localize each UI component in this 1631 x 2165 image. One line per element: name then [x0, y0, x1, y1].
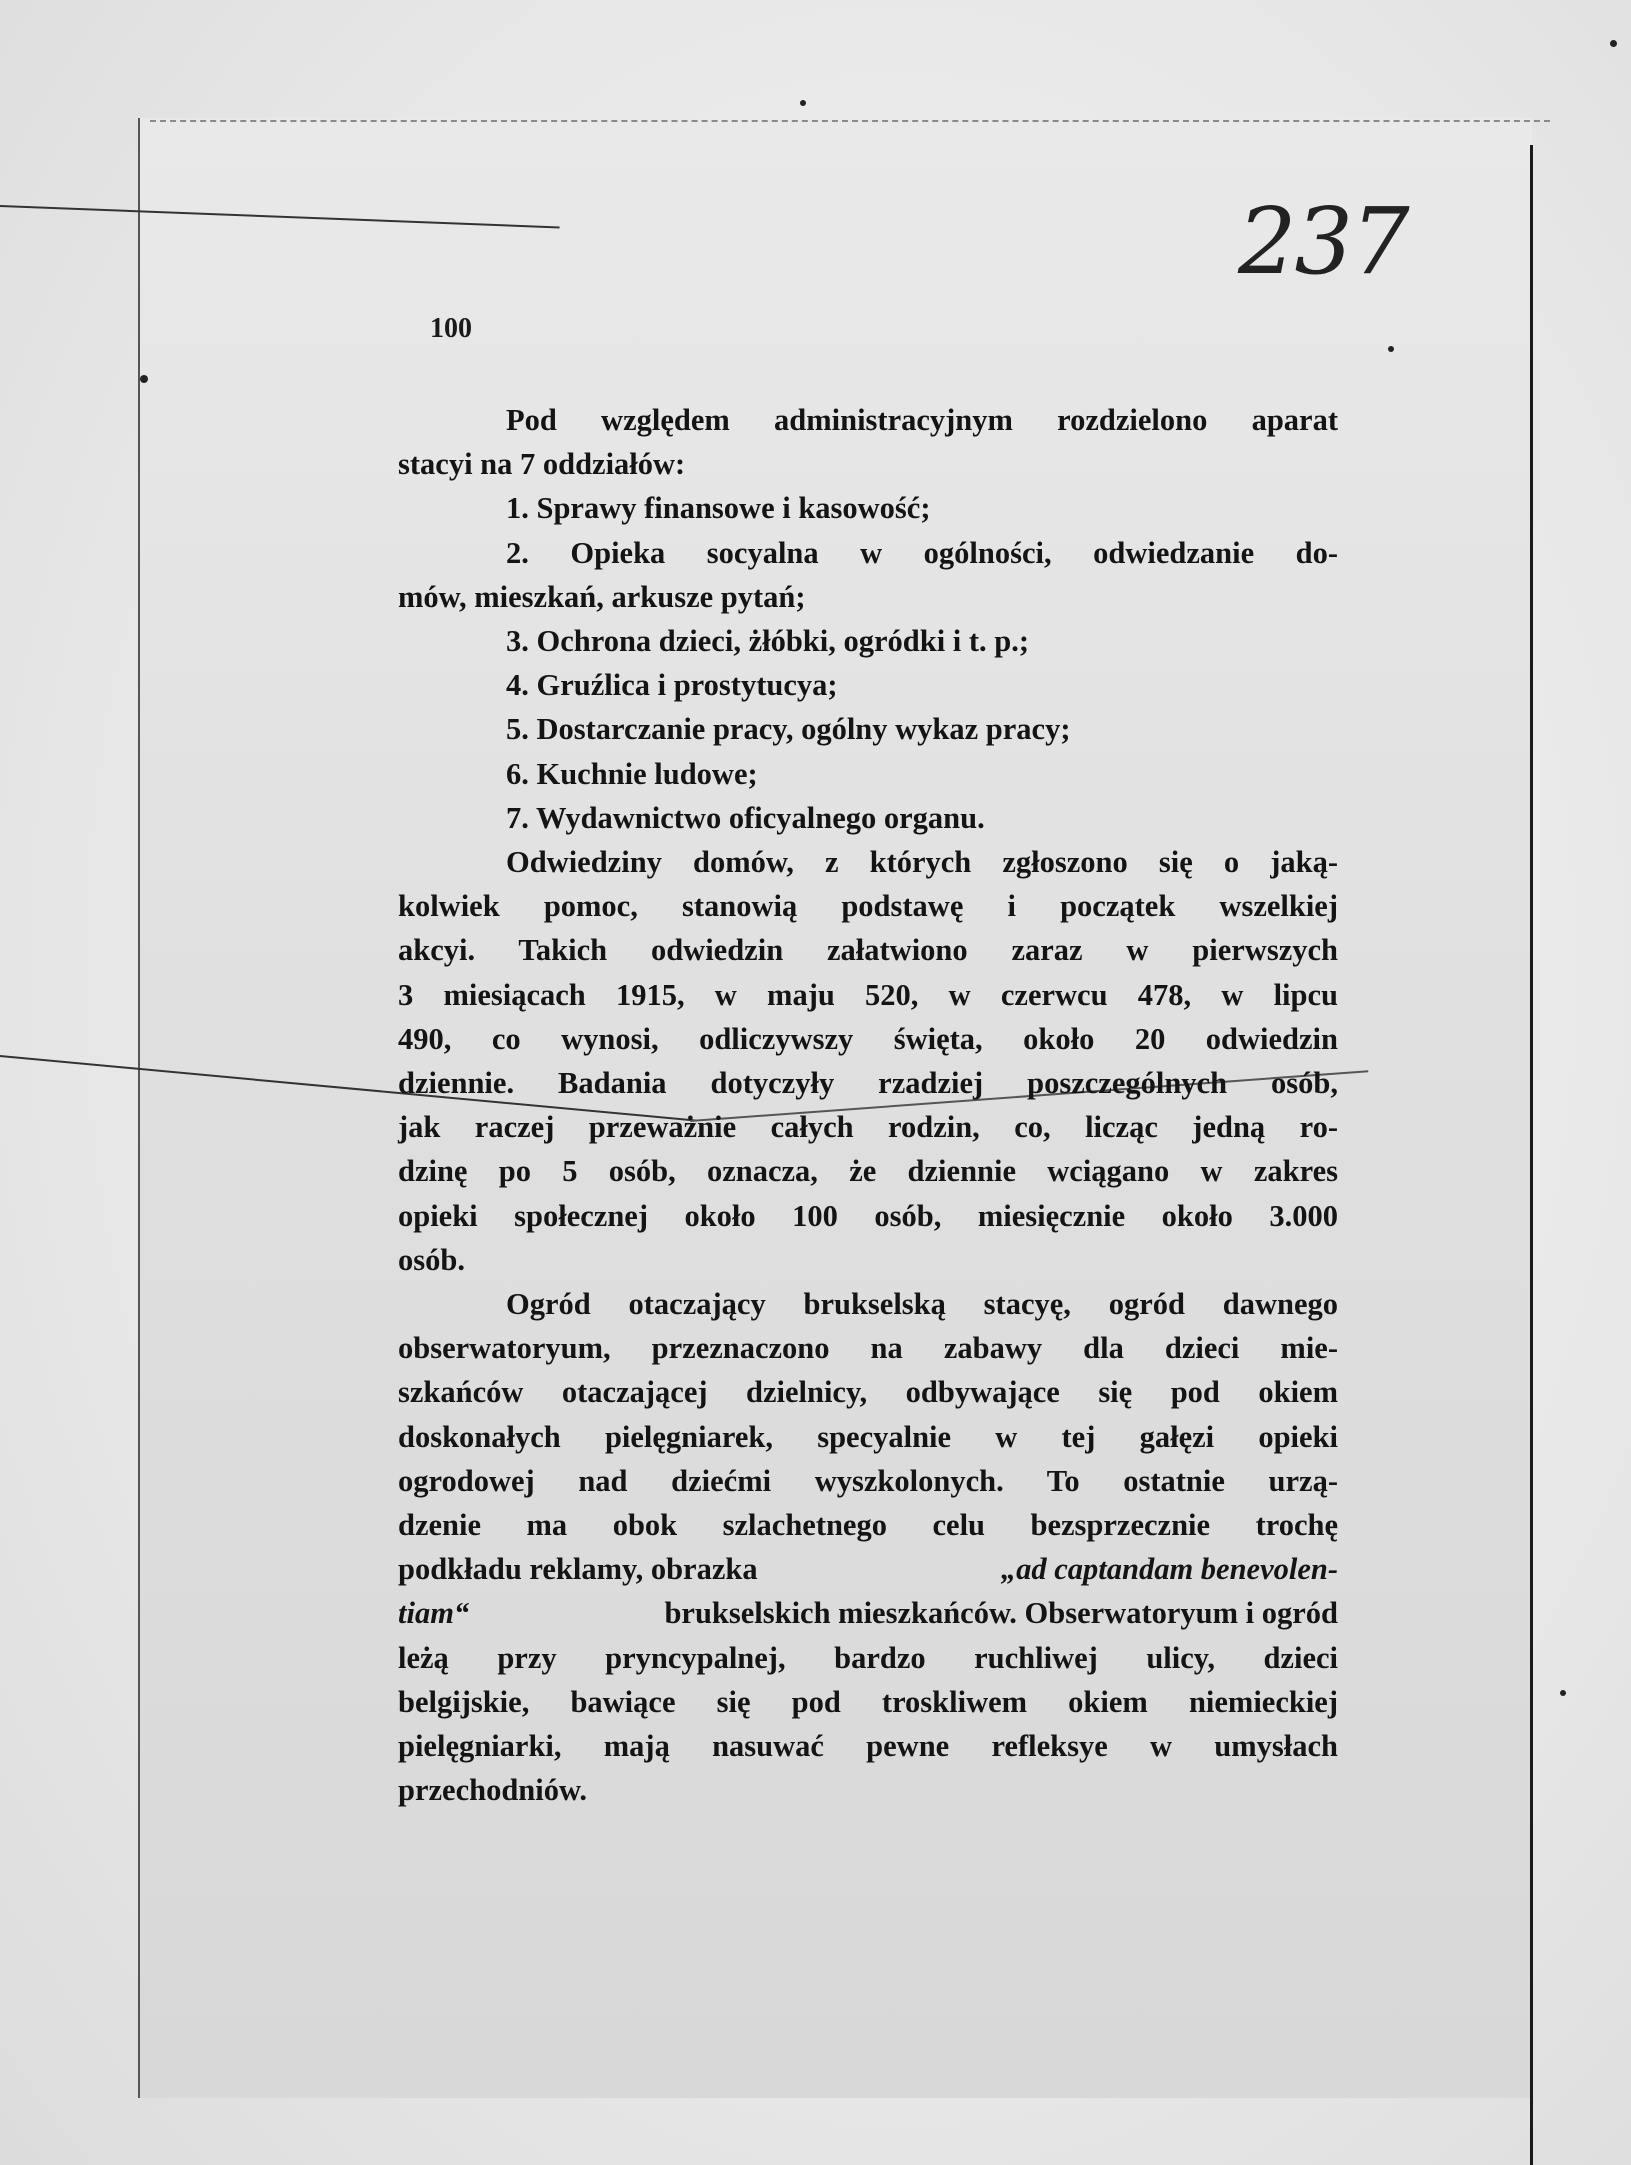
text-line: przechodniów. [398, 1773, 587, 1808]
dust-speck [140, 375, 148, 383]
handwritten-folio-number: 237 [1238, 188, 1408, 295]
text-line: belgijskie, bawiące się pod troskliwem okiem niemieckiej [398, 1684, 1338, 1719]
list-item: 1. Sprawy finansowe i kasowość; [506, 491, 931, 526]
text-line: doskonałych pielęgniarek, specyalnie w tej gałęzi opieki [398, 1419, 1338, 1454]
text-line: dzinę po 5 osób, oznacza, że dziennie wciągano w zakres [398, 1154, 1338, 1189]
text-line: 490, co wynosi, odliczywszy święta, około 20 odwiedzin [398, 1021, 1338, 1056]
text-line: jak raczej przeważnie całych rodzin, co, licząc jedną ro- [398, 1110, 1338, 1145]
dust-speck [1560, 1690, 1566, 1696]
latin-phrase: tiam“ [398, 1596, 470, 1631]
text-line: pielęgniarki, mają nasuwać pewne refleksye w umysłach [398, 1729, 1338, 1764]
text-line: Ogród otaczający brukselską stacyę, ogród dawnego [506, 1287, 1338, 1322]
text-line: akcyi. Takich odwiedzin załatwiono zaraz w pierwszych [398, 933, 1338, 968]
text-fragment: podkładu reklamy, obrazka [398, 1552, 758, 1587]
text-line: dziennie. Badania dotyczyły rzadziej poszczególnych osób, [398, 1066, 1338, 1101]
text-line: mów, mieszkań, arkusze pytań; [398, 579, 806, 614]
latin-phrase: „ad captandam benevolen- [1000, 1552, 1338, 1587]
text-line: 3 miesiącach 1915, w maju 520, w czerwcu 478, w lipcu [398, 977, 1338, 1012]
text-line: osób. [398, 1242, 465, 1277]
dust-speck [800, 100, 806, 106]
text-line: stacyi na 7 oddziałów: [398, 447, 686, 482]
text-line: szkańców otaczającej dzielnicy, odbywające się pod okiem [398, 1375, 1338, 1410]
body-text [398, 398, 1338, 1813]
list-item: 5. Dostarczanie pracy, ogólny wykaz pracy; [506, 712, 1071, 747]
right-edge-line [1530, 145, 1533, 2165]
text-line: dzenie ma obok szlachetnego celu bezsprzecznie trochę [398, 1508, 1338, 1543]
text-line: opieki społecznej około 100 osób, miesięcznie około 3.000 [398, 1198, 1338, 1233]
text-line [398, 1547, 1338, 1591]
dust-speck [1388, 346, 1394, 352]
page-number: 100 [430, 313, 472, 344]
text-fragment: brukselskich mieszkańców. Obserwatoryum i ogród [664, 1596, 1338, 1631]
text-line [398, 1591, 1338, 1635]
list-item: 2. Opieka socyalna w ogólności, odwiedzanie do- [506, 535, 1338, 570]
text-line: Pod względem administracyjnym rozdzielono aparat [506, 403, 1338, 437]
list-item: 7. Wydawnictwo oficyalnego organu. [506, 800, 985, 835]
text-line: leżą przy pryncypalnej, bardzo ruchliwej ulicy, dzieci [398, 1640, 1338, 1675]
text-line: ogrodowej nad dziećmi wyszkolonych. To ostatnie urzą- [398, 1463, 1338, 1498]
text-line: obserwatoryum, przeznaczono na zabawy dla dzieci mie- [398, 1331, 1338, 1366]
text-line: kolwiek pomoc, stanowią podstawę i początek wszelkiej [398, 889, 1338, 924]
list-item: 3. Ochrona dzieci, żłóbki, ogródki i t. p.; [506, 624, 1030, 659]
dust-speck [1610, 40, 1617, 47]
list-item: 4. Gruźlica i prostytucya; [506, 668, 838, 703]
list-item: 6. Kuchnie ludowe; [506, 756, 758, 791]
text-line: Odwiedziny domów, z których zgłoszono się o jaką- [506, 845, 1338, 880]
sheet-top-edge [150, 120, 1550, 122]
